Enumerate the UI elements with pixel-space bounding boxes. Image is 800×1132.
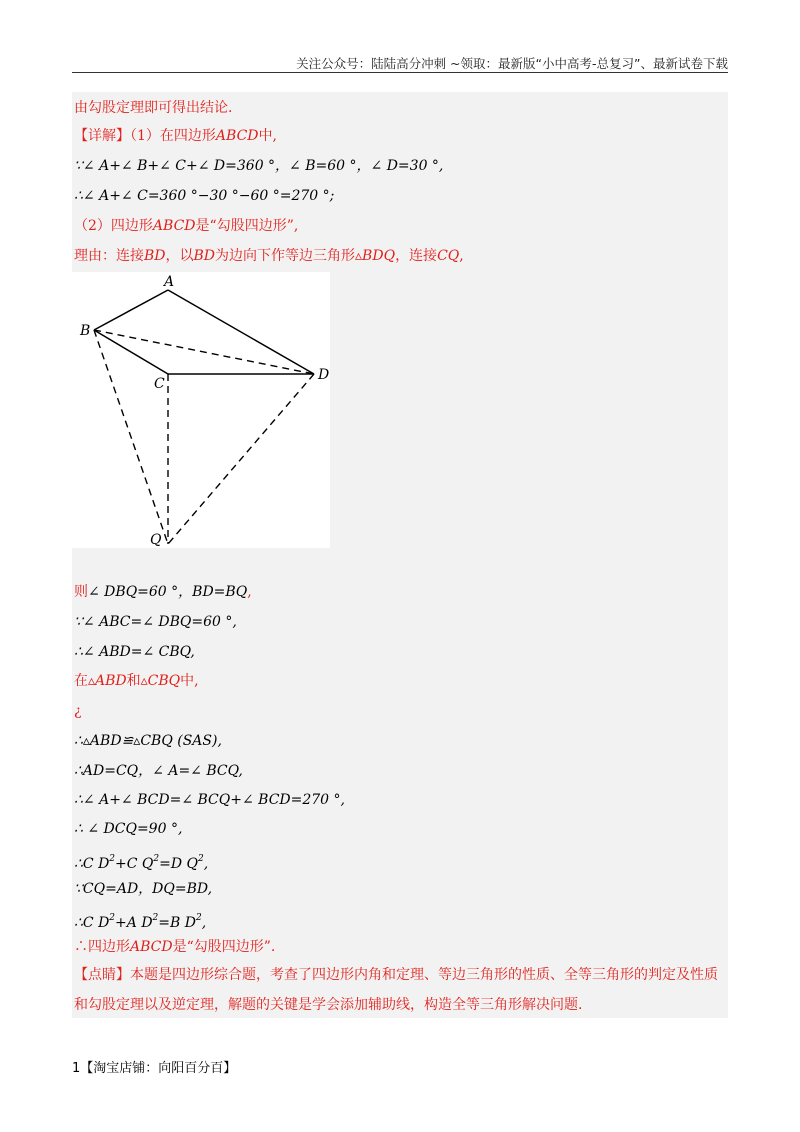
page-footer: 1【淘宝店铺：向阳百分百】: [72, 1061, 237, 1076]
part2-math: ABCD: [152, 218, 196, 234]
step-line-7: [74, 582, 252, 602]
segment-ab: [94, 290, 168, 330]
detail-end: 中,: [258, 128, 277, 144]
segment-bd-dashed: [94, 330, 314, 374]
step10-m2: ▵CBQ: [140, 673, 181, 689]
reason-m4: CQ: [437, 248, 460, 264]
header-divider: [72, 72, 728, 73]
comment-tag: 【点睛】: [74, 967, 130, 983]
step-line-14: ∴∠ A+∠ BCD=∠ BCQ+∠ BCD=270 °,: [74, 792, 345, 808]
segment-dq-dashed: [168, 374, 314, 544]
reason-d: ，连接: [395, 248, 438, 264]
conclusion-a: ∴四边形: [74, 939, 130, 955]
geometry-figure: [72, 272, 330, 548]
segment-ad: [168, 290, 314, 374]
conclusion-math: ABCD: [130, 939, 173, 955]
detail-text: （1）在四边形: [130, 128, 216, 144]
step18-c: =B D: [158, 915, 196, 931]
geometry-svg: [72, 272, 330, 548]
step18-sup3: 2: [195, 913, 202, 923]
label-d: D: [318, 367, 330, 383]
intro-line: 由勾股定理即可得出结论.: [74, 100, 233, 116]
step18-sup1: 2: [109, 913, 116, 923]
step16-b: +C Q: [115, 856, 154, 872]
segment-bq-dashed: [94, 330, 168, 544]
conclusion-b: 是“勾股四边形”.: [172, 939, 276, 955]
step-line-15: ∴ ∠ DCQ=90 °,: [74, 821, 183, 837]
reason-m1: BD: [144, 248, 166, 264]
step-line-4: ∴∠ A+∠ C=360 °−30 °−60 °=270 °;: [74, 188, 335, 204]
step16-d: ,: [203, 856, 209, 872]
comment-paragraph: [74, 960, 726, 1020]
step-line-17: ∵CQ=AD，DQ=BD,: [74, 881, 213, 897]
step10-c: 中,: [180, 673, 199, 689]
step10-a: 在: [74, 673, 88, 689]
step-line-8: ∵∠ ABC=∠ DBQ=60 °,: [74, 614, 237, 630]
step18-d: ,: [201, 915, 207, 931]
step-line-10: [74, 671, 199, 691]
reason-a: 理由：连接: [74, 248, 144, 264]
reason-line: [74, 246, 464, 266]
conclusion-line: [74, 937, 275, 957]
step16-sup3: 2: [198, 854, 204, 864]
part2-line: [74, 216, 298, 236]
step18-b: +A D: [115, 915, 153, 931]
reason-e: ,: [459, 248, 464, 264]
step-line-11: ¿: [74, 703, 82, 719]
page-header: 关注公众号：陆陆高分冲刺 ~领取：最新版“小中高考-总复习”、最新试卷下载: [296, 56, 728, 71]
step-line-3: ∵∠ A+∠ B+∠ C+∠ D=360 °，∠ B=60 °，∠ D=30 °,: [74, 158, 444, 174]
reason-m3: ▵BDQ: [355, 248, 396, 264]
step10-m1: ▵ABD: [88, 673, 127, 689]
step18-a: ∴C D: [74, 915, 110, 931]
step-line-9: ∴∠ ABD=∠ CBQ,: [74, 644, 195, 660]
part2-b: 是“勾股四边形”,: [195, 218, 299, 234]
segment-bc: [94, 330, 168, 374]
reason-b: ，以: [165, 248, 194, 264]
step7-a: 则: [74, 584, 88, 600]
step16-c: =D Q: [159, 856, 199, 872]
label-q: Q: [150, 532, 162, 548]
detail-math: ABCD: [215, 128, 259, 144]
step-line-12: ∴▵ABD≌▵CBQ (SAS),: [74, 733, 222, 749]
label-c: C: [154, 376, 165, 392]
label-b: B: [80, 323, 91, 339]
step16-sup2: 2: [153, 854, 160, 864]
detail-line: [74, 126, 277, 146]
step-line-18: [74, 908, 206, 933]
reason-c: 为边向下作等边三角形: [215, 248, 356, 264]
part2-a: （2）四边形: [74, 218, 153, 234]
step-line-13: ∴AD=CQ，∠ A=∠ BCQ,: [74, 763, 243, 779]
comment-text: 本题是四边形综合题，考查了四边形内角和定理、等边三角形的性质、全等三角形的判定及性质和勾股定理以及逆定理，解题的关键是学会添加辅助线，构造全等三角形解决问题.: [74, 967, 718, 1013]
detail-tag: 【详解】: [74, 128, 130, 144]
step-line-16: [74, 849, 208, 874]
step7-b: ,: [247, 584, 252, 600]
step10-b: 和: [126, 673, 141, 689]
label-a: A: [164, 274, 175, 290]
step18-sup2: 2: [152, 913, 159, 923]
step16-a: ∴C D: [74, 856, 110, 872]
step7-math: ∠ DBQ=60 °，BD=BQ: [88, 584, 248, 600]
step16-sup1: 2: [109, 854, 116, 864]
reason-m2: BD: [193, 248, 216, 264]
